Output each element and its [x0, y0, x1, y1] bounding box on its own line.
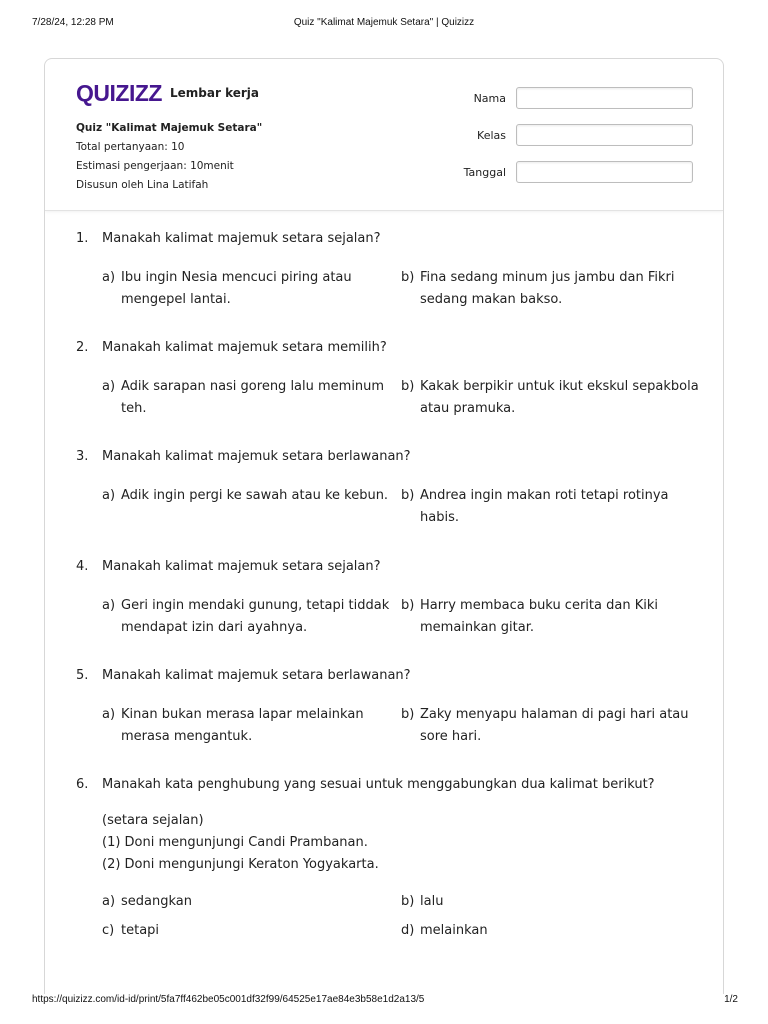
question-number: 6.	[76, 777, 89, 792]
print-title: Quiz "Kalimat Majemuk Setara" | Quizizz	[293, 17, 475, 28]
option-letter: b)	[401, 270, 415, 285]
option-letter: b)	[401, 598, 415, 613]
option-letter: b)	[401, 488, 415, 503]
class-field	[446, 124, 693, 146]
name-field	[446, 87, 693, 109]
question-number: 2.	[76, 340, 89, 355]
question-text: Manakah kalimat majemuk setara berlawanan?	[102, 449, 411, 464]
option-text: Kakak berpikir untuk ikut ekskul sepakbola atau pramuka.	[420, 379, 699, 416]
option-text: sedangkan	[121, 894, 192, 909]
option-text: melainkan	[420, 923, 488, 938]
option-letter: b)	[401, 894, 415, 909]
quiz-meta	[76, 119, 262, 195]
quiz-title: Quiz "Kalimat Majemuk Setara"	[76, 122, 263, 134]
option-text: Adik sarapan nasi goreng lalu meminum teh.	[121, 379, 385, 416]
date-label: Tanggal	[463, 165, 506, 179]
print-url: https://quizizz.com/id-id/print/5fa7ff462be05c001df32f99/64525e17ae84e3b58e1d2a13/5	[32, 994, 425, 1005]
question-text: Manakah kalimat majemuk setara memilih?	[102, 340, 387, 355]
option-letter: a)	[102, 270, 116, 285]
print-datetime: 7/28/24, 12:28 PM	[32, 17, 114, 28]
name-input[interactable]	[516, 87, 693, 109]
option-letter: a)	[102, 707, 116, 722]
quizizz-logo	[76, 77, 259, 109]
class-input[interactable]	[516, 124, 693, 146]
quiz-total: Total pertanyaan: 10	[76, 141, 185, 153]
date-input[interactable]	[516, 161, 693, 183]
quiz-estimate: Estimasi pengerjaan: 10menit	[76, 160, 234, 172]
option-letter: b)	[401, 707, 415, 722]
question-text: Manakah kalimat majemuk setara sejalan?	[102, 559, 381, 574]
option-text: Harry membaca buku cerita dan Kiki memainkan gitar.	[420, 598, 658, 635]
question-context	[102, 810, 379, 876]
option-text: lalu	[420, 894, 444, 909]
name-label: Nama	[473, 91, 506, 105]
option-letter: c)	[102, 923, 115, 938]
quiz-author: Disusun oleh Lina Latifah	[76, 179, 209, 191]
question-number: 3.	[76, 449, 89, 464]
option-text: Ibu ingin Nesia mencuci piring atau mengepel lantai.	[121, 270, 352, 307]
option-text: Kinan bukan merasa lapar melainkan merasa mengantuk.	[121, 707, 364, 744]
option-letter: a)	[102, 894, 116, 909]
option-letter: a)	[102, 488, 116, 503]
question-number: 4.	[76, 559, 89, 574]
question-text: Manakah kata penghubung yang sesuai untuk menggabungkan dua kalimat berikut?	[102, 777, 655, 792]
page-number: 1/2	[724, 994, 738, 1005]
class-label: Kelas	[477, 128, 506, 142]
question-number: 5.	[76, 668, 89, 683]
option-text: Adik ingin pergi ke sawah atau ke kebun.	[121, 488, 389, 503]
option-letter: d)	[401, 923, 415, 938]
option-text: Zaky menyapu halaman di pagi hari atau sore hari.	[420, 707, 689, 744]
option-text: Andrea ingin makan roti tetapi rotinya habis.	[420, 488, 669, 525]
quizizz-wordmark-icon	[76, 80, 164, 106]
option-letter: a)	[102, 598, 116, 613]
question-text: Manakah kalimat majemuk setara sejalan?	[102, 231, 381, 246]
option-letter: b)	[401, 379, 415, 394]
logo-text: QUIZIZZ	[76, 80, 162, 106]
worksheet-tag: Lembar kerja	[170, 86, 259, 100]
date-field	[446, 161, 693, 183]
option-text: tetapi	[121, 923, 160, 938]
question-text: Manakah kalimat majemuk setara berlawanan?	[102, 668, 411, 683]
context-line: (2) Doni mengunjungi Keraton Yogyakarta.	[102, 857, 379, 872]
option-text: Fina sedang minum jus jambu dan Fikri sedang makan bakso.	[420, 270, 675, 307]
worksheet-header	[45, 59, 723, 211]
context-line: (setara sejalan)	[102, 813, 204, 828]
context-line: (1) Doni mengunjungi Candi Prambanan.	[102, 835, 368, 850]
option-text: Geri ingin mendaki gunung, tetapi tiddak mendapat izin dari ayahnya.	[121, 598, 390, 635]
question-number: 1.	[76, 231, 89, 246]
option-letter: a)	[102, 379, 116, 394]
worksheet	[44, 58, 724, 994]
